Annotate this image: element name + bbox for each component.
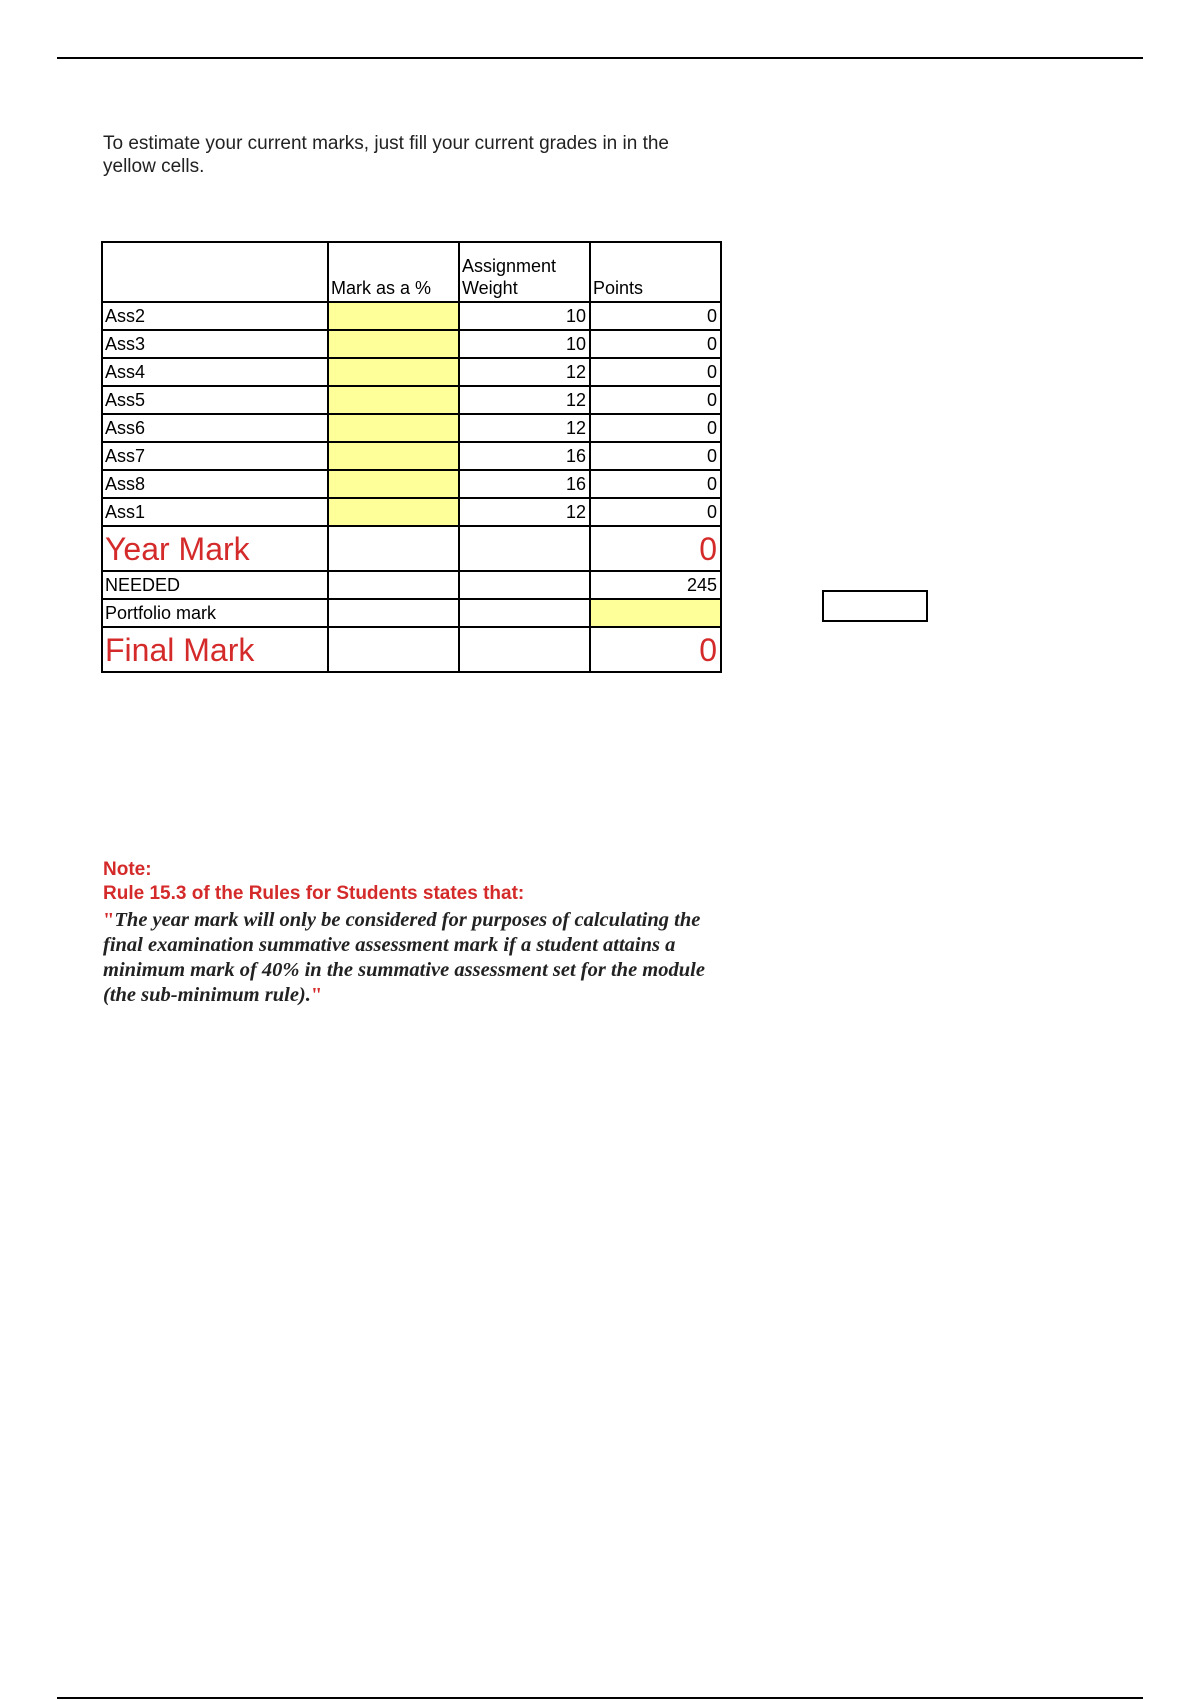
needed-value: 245	[590, 571, 721, 599]
marks-table	[101, 241, 722, 673]
quote-close-mark: "	[310, 984, 323, 1006]
header-label	[102, 242, 328, 302]
final-mark-row	[102, 627, 721, 672]
assignment-points: 0	[590, 498, 721, 526]
mark-input-cell[interactable]	[328, 470, 459, 498]
assignment-name: Ass6	[102, 414, 328, 442]
year-mark-label: Year Mark	[102, 526, 328, 571]
final-mark-value: 0	[590, 627, 721, 672]
assignment-weight: 12	[459, 386, 590, 414]
final-mark-empty-2	[459, 627, 590, 672]
bottom-rule	[57, 1697, 1143, 1699]
assignment-weight: 16	[459, 470, 590, 498]
table-header-row	[102, 242, 721, 302]
note-quote	[103, 908, 743, 1008]
mark-input-cell[interactable]	[328, 330, 459, 358]
table-row	[102, 498, 721, 526]
mark-input-cell[interactable]	[328, 386, 459, 414]
mark-input-cell[interactable]	[328, 414, 459, 442]
final-mark-label: Final Mark	[102, 627, 328, 672]
header-points: Points	[590, 242, 721, 302]
portfolio-input-cell[interactable]	[590, 599, 721, 627]
assignment-points: 0	[590, 414, 721, 442]
assignment-weight: 12	[459, 414, 590, 442]
assignment-points: 0	[590, 386, 721, 414]
assignment-name: Ass8	[102, 470, 328, 498]
table-row	[102, 358, 721, 386]
needed-empty-2	[459, 571, 590, 599]
table-row	[102, 442, 721, 470]
assignment-weight: 10	[459, 302, 590, 330]
assignment-weight: 16	[459, 442, 590, 470]
mark-input-cell[interactable]	[328, 442, 459, 470]
note-section	[103, 858, 743, 1008]
top-rule	[57, 57, 1143, 59]
side-empty-box	[822, 590, 928, 622]
assignment-points: 0	[590, 442, 721, 470]
intro-text: To estimate your current marks, just fill your current grades in in the yellow cells.	[103, 133, 670, 177]
portfolio-empty-2	[459, 599, 590, 627]
year-mark-empty-1	[328, 526, 459, 571]
header-weight: Assignment Weight	[459, 242, 590, 302]
quote-open-mark: "	[103, 909, 115, 931]
portfolio-row	[102, 599, 721, 627]
assignment-name: Ass5	[102, 386, 328, 414]
portfolio-label: Portfolio mark	[102, 599, 328, 627]
assignment-name: Ass7	[102, 442, 328, 470]
year-mark-row	[102, 526, 721, 571]
header-mark: Mark as a %	[328, 242, 459, 302]
needed-label: NEEDED	[102, 571, 328, 599]
mark-input-cell[interactable]	[328, 498, 459, 526]
assignment-name: Ass4	[102, 358, 328, 386]
portfolio-empty-1	[328, 599, 459, 627]
assignment-weight: 10	[459, 330, 590, 358]
note-rule-line: Rule 15.3 of the Rules for Students states that:	[103, 883, 525, 904]
table-row	[102, 470, 721, 498]
table-row	[102, 302, 721, 330]
assignment-name: Ass3	[102, 330, 328, 358]
mark-input-cell[interactable]	[328, 358, 459, 386]
year-mark-value: 0	[590, 526, 721, 571]
quote-text: The year mark will only be considered for purposes of calculating the final examination summative assessment mark if a student attains a minimum mark of 40% in the summative assessment set for the module (the sub-minimum rule).	[103, 909, 705, 1006]
needed-empty-1	[328, 571, 459, 599]
assignment-weight: 12	[459, 358, 590, 386]
assignment-points: 0	[590, 358, 721, 386]
assignment-name: Ass1	[102, 498, 328, 526]
table-row	[102, 386, 721, 414]
table-row	[102, 414, 721, 442]
needed-row	[102, 571, 721, 599]
final-mark-empty-1	[328, 627, 459, 672]
assignment-points: 0	[590, 330, 721, 358]
assignment-weight: 12	[459, 498, 590, 526]
table-row	[102, 330, 721, 358]
mark-input-cell[interactable]	[328, 302, 459, 330]
assignment-name: Ass2	[102, 302, 328, 330]
note-heading: Note:	[103, 859, 152, 880]
year-mark-empty-2	[459, 526, 590, 571]
assignment-points: 0	[590, 302, 721, 330]
assignment-points: 0	[590, 470, 721, 498]
